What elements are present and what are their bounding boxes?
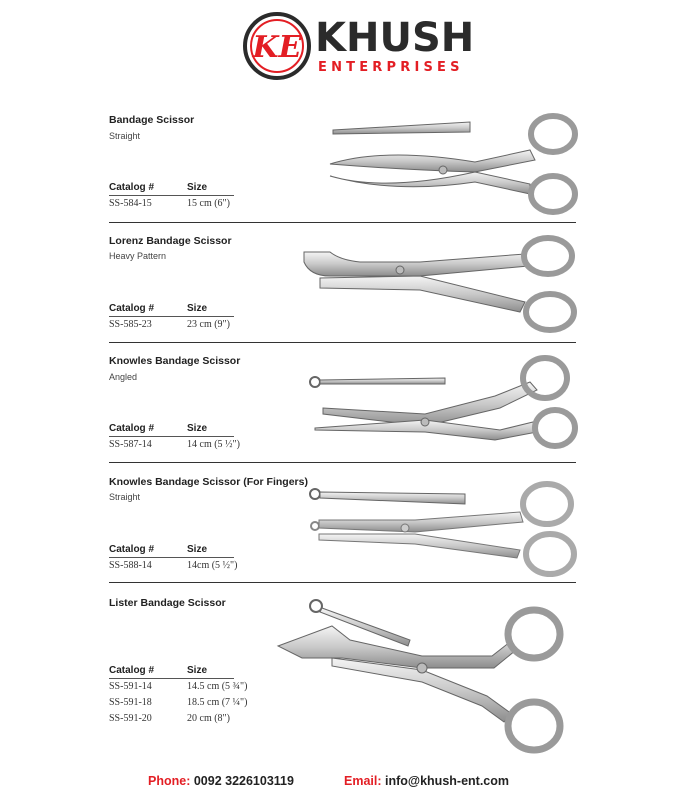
catalog-number: SS-591-14 <box>109 681 152 692</box>
catalog-number: SS-588-14 <box>109 560 152 571</box>
catalog-number: SS-591-20 <box>109 713 152 724</box>
email-group <box>344 774 509 788</box>
company-logo <box>243 12 475 84</box>
phone-number[interactable]: 0092 3226103119 <box>193 774 294 788</box>
header-underline <box>109 195 234 196</box>
brand-tagline: ENTERPRISES <box>318 60 464 75</box>
catalog-header: Catalog # <box>109 423 155 434</box>
bandage-scissor-image <box>325 112 580 216</box>
size-value: 23 cm (9") <box>187 319 230 330</box>
size-header: Size <box>187 182 208 193</box>
size-header: Size <box>187 303 208 314</box>
product-name: Knowles Bandage Scissor (For Fingers) <box>109 476 308 488</box>
phone-group <box>148 774 294 788</box>
brand-name: KHUSH <box>315 15 475 61</box>
catalog-header: Catalog # <box>109 665 155 676</box>
size-value: 18.5 cm (7 ¼") <box>187 697 248 708</box>
knowles-bandage-scissor-image <box>305 352 580 452</box>
section-divider <box>109 342 576 343</box>
size-value: 15 cm (6") <box>187 198 230 209</box>
section-divider <box>109 582 576 583</box>
size-value: 14 cm (5 ½") <box>187 439 240 450</box>
header-underline <box>109 436 234 437</box>
phone-label: Phone: <box>148 774 191 788</box>
size-value: 14.5 cm (5 ¾") <box>187 681 248 692</box>
catalog-number: SS-591-18 <box>109 697 152 708</box>
header-underline <box>109 316 234 317</box>
product-subtitle: Straight <box>109 492 141 502</box>
catalog-number: SS-584-15 <box>109 198 152 209</box>
product-name: Knowles Bandage Scissor <box>109 355 241 367</box>
knowles-finger-scissor-image <box>305 476 580 580</box>
header-underline <box>109 678 234 679</box>
product-name: Bandage Scissor <box>109 114 195 126</box>
email-address[interactable]: info@khush-ent.com <box>385 774 509 788</box>
catalog-number: SS-587-14 <box>109 439 152 450</box>
ke-monogram-emblem <box>243 12 311 80</box>
section-divider <box>109 222 576 223</box>
logo-monogram: KE <box>252 30 302 65</box>
catalog-header: Catalog # <box>109 182 155 193</box>
product-subtitle: Straight <box>109 131 141 141</box>
product-subtitle: Heavy Pattern <box>109 251 167 261</box>
size-header: Size <box>187 423 208 434</box>
size-value: 20 cm (8") <box>187 713 230 724</box>
size-value: 14cm (5 ½") <box>187 560 238 571</box>
header-underline <box>109 557 234 558</box>
lister-bandage-scissor-image <box>272 596 582 766</box>
size-header: Size <box>187 544 208 555</box>
catalog-header: Catalog # <box>109 544 155 555</box>
product-name: Lorenz Bandage Scissor <box>109 235 232 247</box>
lorenz-bandage-scissor-image <box>300 232 580 336</box>
product-name: Lister Bandage Scissor <box>109 597 226 609</box>
email-label: Email: <box>344 774 382 788</box>
section-divider <box>109 462 576 463</box>
size-header: Size <box>187 665 208 676</box>
product-subtitle: Angled <box>109 372 138 382</box>
catalog-number: SS-585-23 <box>109 319 152 330</box>
catalog-header: Catalog # <box>109 303 155 314</box>
